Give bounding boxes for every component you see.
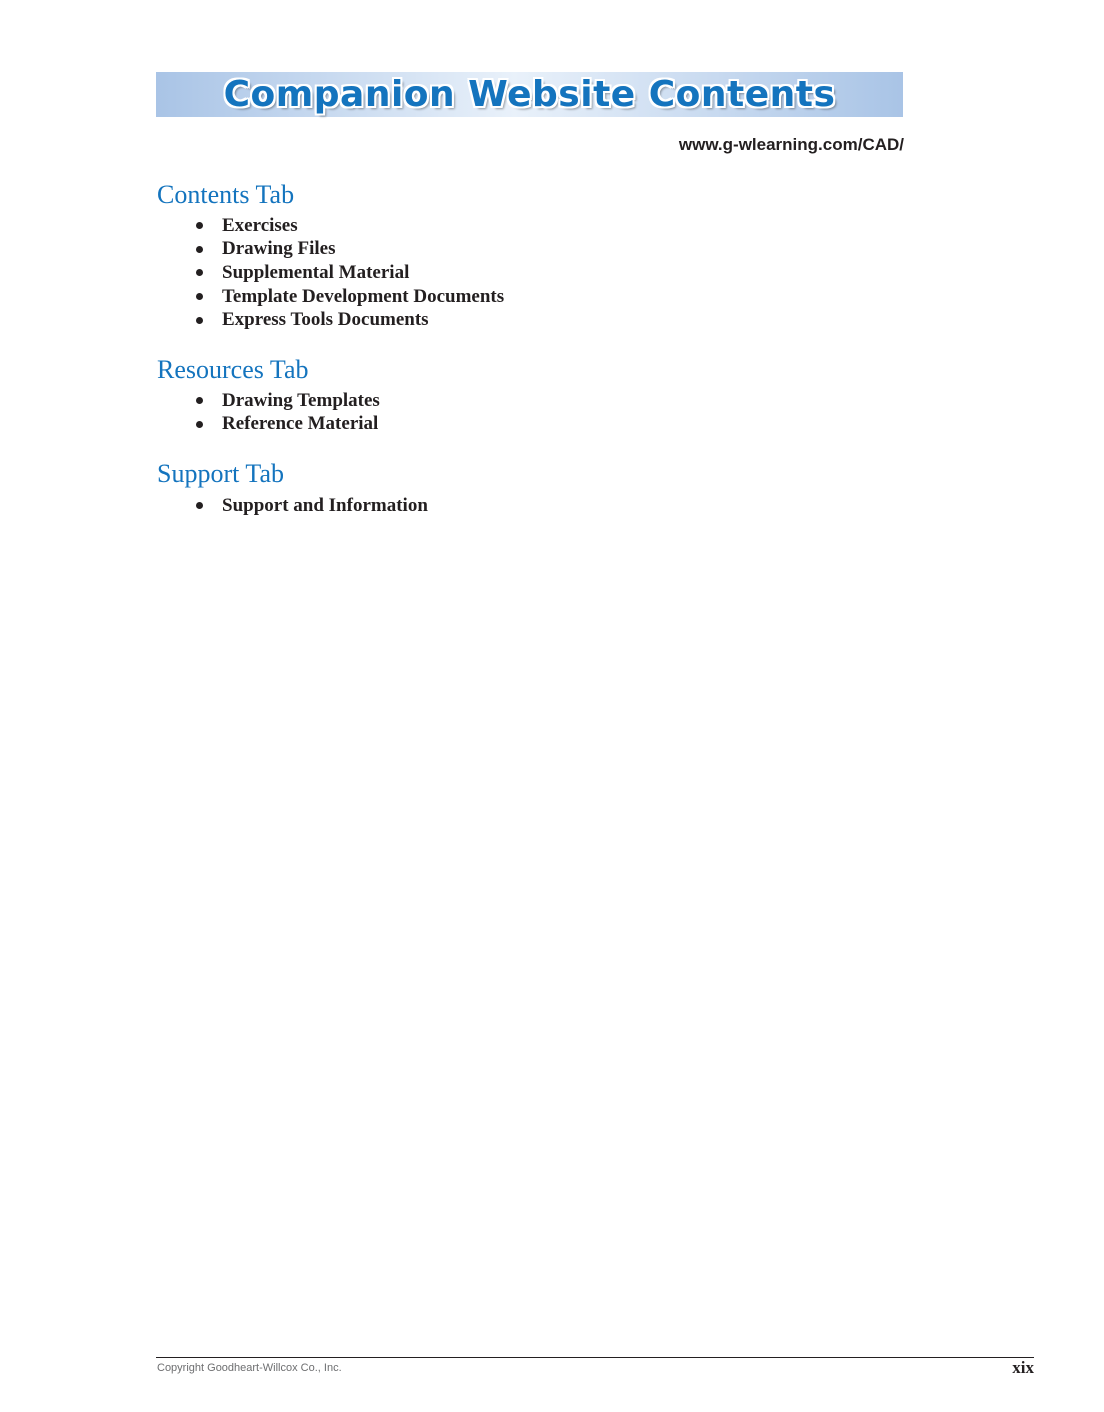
list-item-label: Drawing Templates — [222, 389, 380, 411]
support-tab-list — [192, 494, 428, 518]
bullet-icon — [196, 317, 203, 324]
bullet-icon — [196, 222, 203, 229]
list-item — [192, 389, 380, 413]
bullet-icon — [196, 269, 203, 276]
contents-tab-list — [192, 214, 504, 332]
section-heading-resources-tab: Resources Tab — [157, 355, 309, 384]
list-item — [192, 413, 380, 437]
website-url[interactable]: www.g-wlearning.com/CAD/ — [678, 135, 904, 154]
list-item — [192, 494, 428, 518]
list-item — [192, 308, 504, 332]
list-item-label: Drawing Files — [222, 238, 336, 260]
bullet-icon — [196, 502, 203, 509]
footer-divider — [156, 1357, 1034, 1358]
list-item-label: Express Tools Documents — [222, 309, 429, 331]
list-item-label: Support and Information — [222, 494, 428, 516]
section-heading-support-tab: Support Tab — [157, 459, 284, 488]
page-title: Companion Website Contents — [223, 73, 836, 115]
copyright-notice: Copyright Goodheart-Willcox Co., Inc. — [157, 1362, 342, 1374]
section-heading-contents-tab: Contents Tab — [157, 180, 295, 209]
resources-tab-list — [192, 389, 380, 436]
list-item — [192, 285, 504, 309]
list-item-label: Reference Material — [222, 413, 379, 435]
page-number: xix — [1012, 1358, 1034, 1377]
bullet-icon — [196, 397, 203, 404]
bullet-icon — [196, 293, 203, 300]
bullet-icon — [196, 246, 203, 253]
list-item — [192, 214, 504, 238]
list-item-label: Exercises — [222, 214, 298, 236]
list-item — [192, 238, 504, 262]
title-banner — [156, 72, 903, 117]
bullet-icon — [196, 421, 203, 428]
list-item-label: Template Development Documents — [222, 285, 505, 307]
list-item — [192, 261, 504, 285]
list-item-label: Supplemental Material — [222, 261, 410, 283]
